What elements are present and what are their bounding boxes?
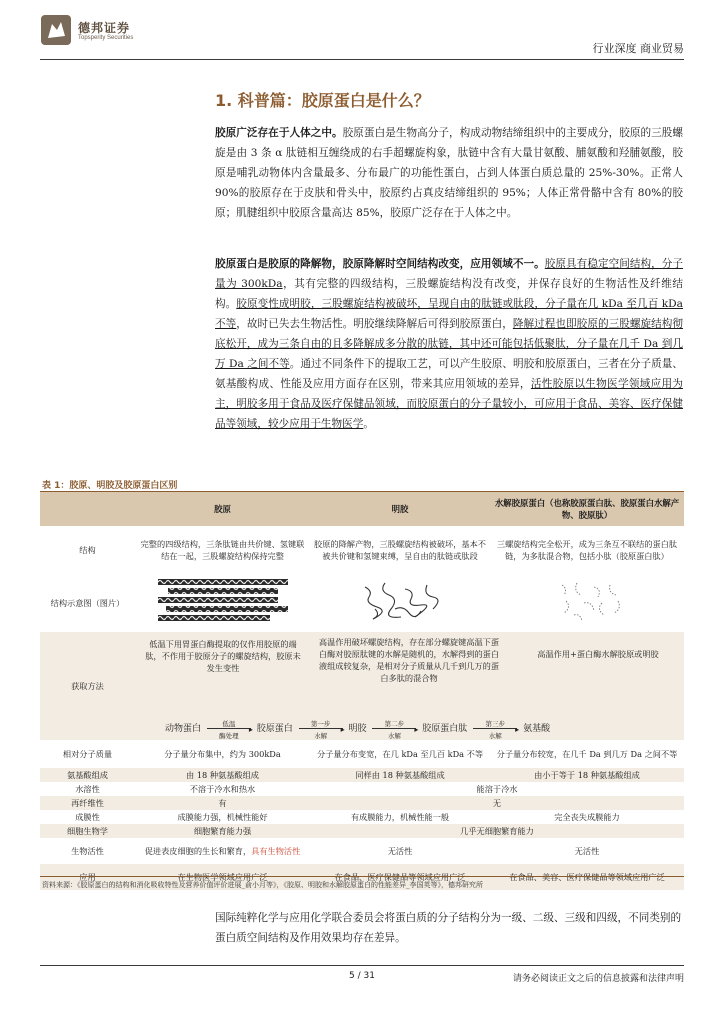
table-header-collagen: 胶原 — [135, 492, 310, 526]
disclaimer: 请务必阅读正文之后的信息披露和法律声明 — [512, 974, 684, 984]
brand-name: 德邦证券 — [78, 21, 131, 35]
flow-node-gelatin: 明胶 — [348, 723, 367, 734]
row-label: 水溶性 — [75, 783, 100, 794]
page-number: 5 / 31 — [349, 971, 375, 981]
arrow-head-icon: ▸ — [414, 724, 419, 734]
table-cell: 在生物医学领域应用广泛 — [135, 864, 310, 890]
table-row-structure — [40, 526, 684, 574]
table-row-solubility — [40, 782, 684, 796]
gelatin-schematic — [310, 574, 490, 632]
table-cell: 分子量分布较宽，在几千 Da 到几万 Da 之间不等 — [496, 748, 678, 759]
table-cell: 不溶于冷水和热水 — [189, 783, 256, 794]
table-cell: 有成膜能力，机械性能一般 — [350, 811, 450, 822]
table-row-schematic — [40, 574, 684, 632]
table-cell: 能溶于冷水 — [476, 783, 518, 794]
flow-node-amino: 氨基酸 — [523, 723, 551, 734]
paragraph-2-underline-4: 活性胶原以生物医学领域应用为主，明胶多用于食品及医疗保健品领域，而胶原蛋白的分子量较小，可应用于食品、美容、医疗保健品等领域，较少应用于生物医学 — [215, 378, 683, 430]
table-row-mw — [40, 740, 684, 768]
flow-arrow-1 — [207, 718, 251, 740]
table-bottom-rule — [40, 876, 684, 877]
paragraph-1-lead: 胶原广泛存在于人体之中。 — [215, 127, 343, 139]
row-label: 相对分子质量 — [62, 748, 113, 759]
table-header-gelatin: 明胶 — [310, 492, 490, 526]
row-label: 获取方法 — [40, 632, 135, 740]
table-cell: 分子量分布集中，约为 300kDa — [164, 748, 281, 759]
table-cell: 有 — [135, 796, 310, 810]
arrow-head-icon: ▸ — [340, 724, 345, 734]
table-header-empty — [40, 492, 135, 526]
table-cell: 由 18 种氨基酸组成 — [135, 768, 310, 782]
arrow-head-icon: ▸ — [515, 724, 520, 734]
table-row-aa — [40, 768, 684, 782]
table-cell — [135, 838, 310, 864]
arrow-label-top: 第二步 — [384, 719, 405, 728]
flow-arrow-3 — [372, 718, 419, 740]
paragraph-2-underline-1: 胶原具有稳定空间结构，分子量为 300kDa — [215, 258, 684, 290]
row-label: 结构 — [79, 544, 96, 555]
bio-text: 促进表皮细胞的生长和繁育， — [144, 845, 252, 856]
paragraph-2-underline-2: 胶原变性成明胶，三股螺旋结构被破坏，呈现自由的肽链或肽段，分子量在几 kDa 至几百 kDa 不等 — [215, 298, 683, 330]
page-header — [40, 10, 684, 60]
paragraph-2-text-1: ，其有完整的四级结构，三股螺旋结构没有改变，并保存良好的生物活性及纤维结构。 — [215, 278, 683, 310]
comparison-table — [40, 491, 684, 890]
process-flow — [165, 718, 550, 740]
table-cell: 细胞繁育能力强 — [135, 824, 310, 838]
method-gelatin-text: 高温作用破坏螺旋结构，存在部分螺旋键高温下蛋白酶对胶原肽键的水解是随机的，水解得到的蛋白液组成较复杂，是相对分子质量从几千到几万的蛋白多肽的混合物 — [318, 636, 500, 683]
row-label: 生物活性 — [71, 845, 104, 856]
footer-rule — [40, 965, 684, 966]
row-label: 应用 — [40, 864, 135, 890]
peptide-schematic — [490, 574, 684, 632]
bio-text-highlight: 具有生物活性 — [251, 845, 301, 856]
table-cell: 几乎无细胞繁育能力 — [310, 824, 684, 838]
row-label: 成膜性 — [75, 811, 100, 822]
arrow-label-top: 第三步 — [485, 719, 505, 728]
collagen-helix-icon — [158, 579, 288, 623]
table-row-film — [40, 810, 684, 824]
table-cell: 无活性 — [387, 845, 413, 856]
row-label: 氨基酸组成 — [40, 768, 135, 782]
row-label: 细胞生物学 — [40, 824, 135, 838]
method-collagen-text: 低温下用胃蛋白酶提取的仅作用胶原的端肽，不作用于胶原分子的螺旋结构，胶原未发生变性 — [145, 638, 301, 673]
table-cell: 无活性 — [574, 845, 600, 856]
row-label: 结构示意图（图片） — [50, 597, 125, 608]
paragraph-2-text-3: 。通过不同条件下的提取工艺，可以产生胶原、明胶和胶原蛋白，三者在分子质量、氨基酸构成、性能及应用方面存在区别，带来其应用领域的差异， — [215, 358, 683, 390]
arrow-label-bottom: 水解 — [488, 731, 502, 740]
table-row-method — [40, 632, 684, 740]
table-row-bioactivity — [40, 838, 684, 864]
brand-subtitle: Topsperity Securities — [78, 35, 134, 41]
header-tags: 行业深度 商业贸易 — [592, 42, 684, 55]
source-note: 资料来源：《胶原蛋白的结构和消化吸收特性及营养价值评价进展_俞小月等》，《胶原、明胶和水解胶原蛋白的性能差异_李国英等》，德邦研究所 — [42, 881, 483, 889]
arrow-label-top: 低温 — [222, 719, 236, 728]
paragraph-2-underline-3: 降解过程也即胶原的三股螺旋结构彻底松开，成为三条自由的且多降解成多分散的肽链，其中还可能包括低聚肽，分子量在几千 Da 到几万 Da 之间不等 — [215, 318, 684, 370]
peptide-fragments-icon — [522, 579, 652, 623]
paragraph-3: 国际纯粹化学与应用化学联合委员会将蛋白质的分子结构分为一级、二级、三级和四级，不同类别的蛋白质空间结构及作用效果均存在差异。 — [215, 912, 682, 944]
flow-node-start: 动物蛋白 — [165, 723, 202, 734]
method-cell — [135, 632, 684, 740]
paragraph-2-lead: 胶原蛋白是胶原的降解物，胶原降解时空间结构改变，应用领域不一。 — [215, 258, 545, 270]
table-cell: 三螺旋结构完全松开，成为三条互不联结的蛋白肽链，为多肽混合物，包括小肽（胶原蛋白肽） — [496, 538, 678, 561]
table-cell: 完全丧失成膜能力 — [554, 811, 620, 822]
flow-node-peptide: 胶原蛋白肽 — [422, 723, 468, 734]
table-row-cell-bio — [40, 824, 684, 838]
logo-icon — [40, 14, 72, 46]
table-cell: 在食品、医疗保健品等领域应用广泛 — [310, 864, 490, 890]
flow-arrow-4 — [473, 718, 520, 740]
flow-node-collagen: 胶原蛋白 — [256, 723, 293, 734]
table-header-row — [40, 492, 684, 526]
arrow-head-icon: ▸ — [248, 724, 253, 734]
section-title: 1. 科普篇：胶原蛋白是什么？ — [215, 91, 430, 110]
arrow-label-bottom: 水解 — [387, 731, 401, 740]
table-cell: 由小于等于 18 种氨基酸组成 — [490, 768, 684, 782]
row-label: 再纤维性 — [40, 796, 135, 810]
table-header-peptide: 水解胶原蛋白（也称胶原蛋白肽、胶原蛋白水解产物、胶原肽） — [490, 492, 684, 526]
table-cell: 同样由 18 种氨基酸组成 — [310, 768, 490, 782]
method-peptide-text: 高温作用+蛋白酶水解胶原或明胶 — [537, 648, 659, 659]
table-cell: 无 — [310, 796, 684, 810]
method-process — [135, 632, 684, 740]
arrow-label-bottom: 水解 — [314, 731, 328, 740]
table-cell: 完整的四级结构，三条肽链由共价键、氢键联结在一起，三股螺旋结构保持完整 — [140, 538, 305, 561]
paragraph-1 — [215, 123, 683, 223]
arrow-label-top: 第一步 — [310, 719, 331, 728]
table-caption: 表 1：胶原、明胶及胶原蛋白区别 — [42, 481, 178, 491]
table-cell: 成膜能力强，机械性能好 — [177, 811, 268, 822]
table-row-refiber — [40, 796, 684, 810]
collagen-schematic — [135, 574, 310, 632]
paragraph-2-text-2: ，故时已失去生物活性。明胶继续降解后可得到胶原蛋白， — [236, 318, 513, 330]
paragraph-2 — [215, 254, 683, 434]
paragraph-1-body: 胶原蛋白是生物高分子，构成动物结缔组织中的主要成分，胶原的三股螺旋是由 3 条 α 肽链相互缠绕成的右手超螺旋构象，肽链中含有大量甘氨酸、脯氨酸和羟脯氨酸，胶原是哺乳动物体内含量最多、分布最广的功能性蛋白，占到人体蛋白质总量的 25%-30%。正常人 90%的胶原存在于皮肤和骨头中，胶原约占真皮结缔组织的 95%；人体正常骨骼中含有 80%的胶原；肌腱组织中胶原含量高达 85%，胶原广泛存在于人体之中。 — [215, 127, 684, 219]
table-cell: 分子量分布变宽，在几 kDa 至几百 kDa 不等 — [316, 748, 484, 759]
arrow-label-bottom: 酶处理 — [219, 731, 239, 740]
table-cell: 在食品、美容、医疗保健品等领域应用广泛 — [490, 864, 684, 890]
flow-arrow-2 — [299, 718, 343, 740]
paragraph-2-text-4: 。 — [363, 418, 374, 430]
table-cell: 胶原的降解产物，三股螺旋结构被破坏，基本不被共价键和氢键束缚，呈自由的肽链或肽段 — [314, 538, 486, 561]
gelatin-chain-icon — [335, 579, 465, 623]
